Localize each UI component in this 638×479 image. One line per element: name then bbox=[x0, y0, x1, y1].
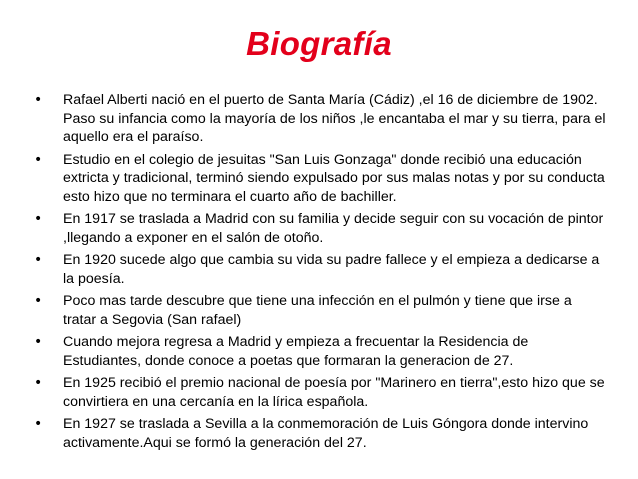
bullet-icon: • bbox=[34, 252, 43, 268]
list-item bbox=[34, 415, 606, 452]
list-item bbox=[34, 251, 606, 288]
bullet-text: En 1925 recibió el premio nacional de poesía por "Marinero en tierra",esto hizo que se convirtiera en una cercanía en la lírica española. bbox=[63, 375, 605, 410]
bullet-text: En 1927 se traslada a Sevilla a la conmemoración de Luis Góngora donde intervino activamente.Aqui se formó la generación del 27. bbox=[63, 416, 589, 451]
bullet-text: Poco mas tarde descubre que tiene una infección en el pulmón y tiene que irse a tratar a Segovia (San rafael) bbox=[63, 293, 572, 328]
list-item bbox=[34, 210, 606, 247]
bullet-icon: • bbox=[34, 211, 43, 227]
bullet-icon: • bbox=[34, 92, 43, 108]
list-item bbox=[34, 333, 606, 370]
list-item bbox=[34, 374, 606, 411]
bullet-text: Rafael Alberti nació en el puerto de Santa María (Cádiz) ,el 16 de diciembre de 1902. Paso su infancia como la mayoría de los niños ,le encantaba el mar y su tierra, para el aquello era el paraíso. bbox=[63, 92, 606, 145]
bullet-icon: • bbox=[34, 416, 43, 432]
bullet-list bbox=[34, 91, 606, 456]
bullet-icon: • bbox=[34, 151, 43, 168]
bullet-icon: • bbox=[34, 334, 43, 350]
bullet-text: Cuando mejora regresa a Madrid y empieza a frecuentar la Residencia de Estudiantes, donde conoce a poetas que formaran la generacion de 27. bbox=[63, 334, 529, 369]
list-item bbox=[34, 91, 606, 147]
bullet-icon: • bbox=[34, 375, 43, 391]
list-item bbox=[34, 292, 606, 329]
bullet-text: Estudio en el colegio de jesuitas "San Luis Gonzaga" donde recibió una educación extricta y tradicional, terminó siendo expulsado por sus malas notas y por su conducta esto hizo que no terminara el cuarto año de bachiller. bbox=[63, 151, 605, 205]
slide-title: Biografía bbox=[246, 25, 392, 62]
bullet-text: En 1920 sucede algo que cambia su vida su padre fallece y el empieza a dedicarse a la poesía. bbox=[63, 252, 600, 287]
bullet-icon: • bbox=[34, 293, 43, 309]
bullet-text: En 1917 se traslada a Madrid con su familia y decide seguir con su vocación de pintor ,llegando a exponer en el salón de otoño. bbox=[63, 211, 604, 246]
list-item bbox=[34, 151, 606, 207]
